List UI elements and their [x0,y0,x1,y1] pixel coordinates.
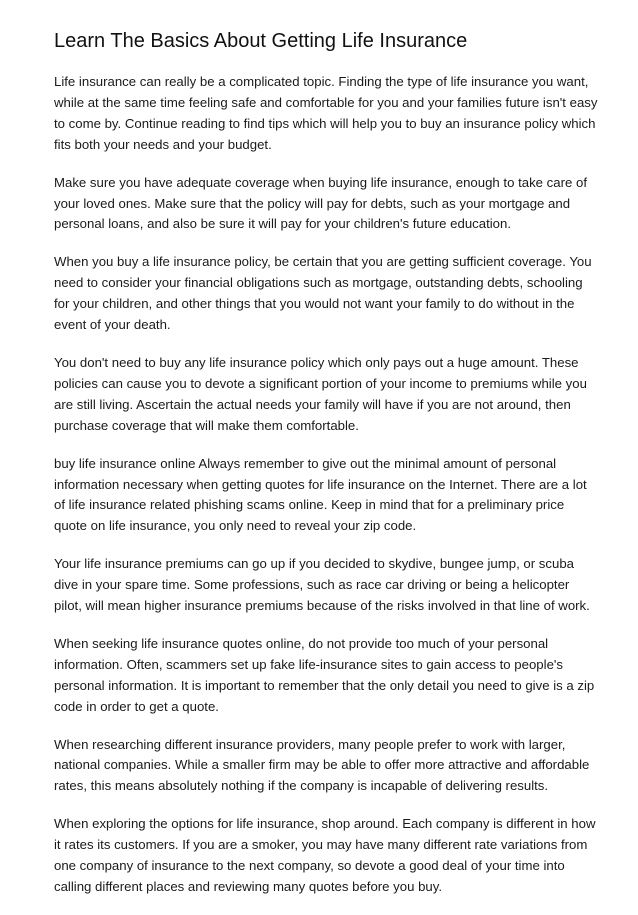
paragraph-line: it rates its customers. If you are a smoker, you may have many different rate variations from [54,837,588,853]
paragraph-line: code in order to get a quote. [54,698,219,714]
paragraph-line: When seeking life insurance quotes online, do not provide too much of your personal [54,635,549,651]
paragraph-line: quote on life insurance, you only need to reveal your zip code. [54,518,417,534]
paragraph-line: When exploring the options for life insurance, shop around. Each company is different in how [54,816,596,832]
paragraph-line: Your life insurance premiums can go up if you decided to skydive, bungee jump, or scuba [54,556,574,572]
paragraph-line: purchase coverage that will make them comfortable. [54,417,359,433]
paragraph [54,735,594,798]
paragraph-line: of life insurance related phishing scams online. Keep in mind that for a preliminary price [54,497,565,513]
paragraph-line: pilot, will mean higher insurance premiums because of the risks involved in that line of work. [54,598,590,614]
paragraph-line: calling different places and reviewing many quotes before you buy. [54,879,443,894]
paragraph-line: personal information. It is important to remember that the only detail you need to give is a zip [54,677,595,693]
paragraph-line: Life insurance can really be a complicated topic. Finding the type of life insurance you want, [54,74,589,89]
paragraph-line: When you buy a life insurance policy, be certain that you are getting sufficient coverage. You [54,254,592,270]
paragraph [54,72,598,156]
paragraph [54,454,594,538]
paragraph-line: one company of insurance to the next company, so devote a good deal of your time into [54,858,565,874]
paragraph-line: Make sure you have adequate coverage when buying life insurance, enough to take care of [54,174,587,190]
paragraph-line: fits both your needs and your budget. [54,136,272,152]
paragraph [54,173,594,236]
paragraph-line: You don't need to buy any life insurance policy which only pays out a huge amount. These [54,354,579,370]
document-page [54,28,598,915]
paragraph-line: personal loans, and also be sure it will pay for your children's future education. [54,216,512,232]
paragraph-line: national companies. While a smaller firm may be able to offer more attractive and affordable [54,757,590,773]
paragraph-line: dive in your spare time. Some professions, such as race car driving or being a helicopter [54,577,570,593]
paragraph [54,814,594,898]
paragraph-line: are still living. Ascertain the actual needs your family will have if you are not around, then [54,396,571,412]
paragraph [54,252,594,336]
paragraph-line: information necessary when getting quotes for life insurance on the Internet. There are a lot [54,476,587,492]
paragraph-line: buy life insurance online Always remember to give out the minimal amount of personal [54,455,557,471]
paragraph-line: for your children, and other things that you would not want your family to do without in the [54,296,575,312]
paragraph-line: your loved ones. Make sure that the policy will pay for debts, such as your mortgage and [54,195,571,211]
paragraph-line: event of your death. [54,317,171,333]
paragraph [54,554,594,617]
paragraph-line: while at the same time feeling safe and comfortable for you and your families future isn't easy [54,94,598,110]
paragraph-line: policies can cause you to devote a significant portion of your income to premiums while you [54,375,587,391]
paragraph-line: need to consider your financial obligations such as mortgage, outstanding debts, schooling [54,275,583,291]
document-body [54,72,598,898]
paragraph [54,634,594,718]
paragraph-line: to come by. Continue reading to find tips which will help you to buy an insurance policy which [54,115,596,131]
paragraph-line: When researching different insurance providers, many people prefer to work with larger, [54,736,566,752]
paragraph-line: rates, this means absolutely nothing if the company is incapable of delivering results. [54,778,549,794]
document-title: Learn The Basics About Getting Life Insurance [54,30,468,52]
paragraph-line: information. Often, scammers set up fake life-insurance sites to gain access to people's [54,656,564,672]
paragraph [54,353,594,437]
